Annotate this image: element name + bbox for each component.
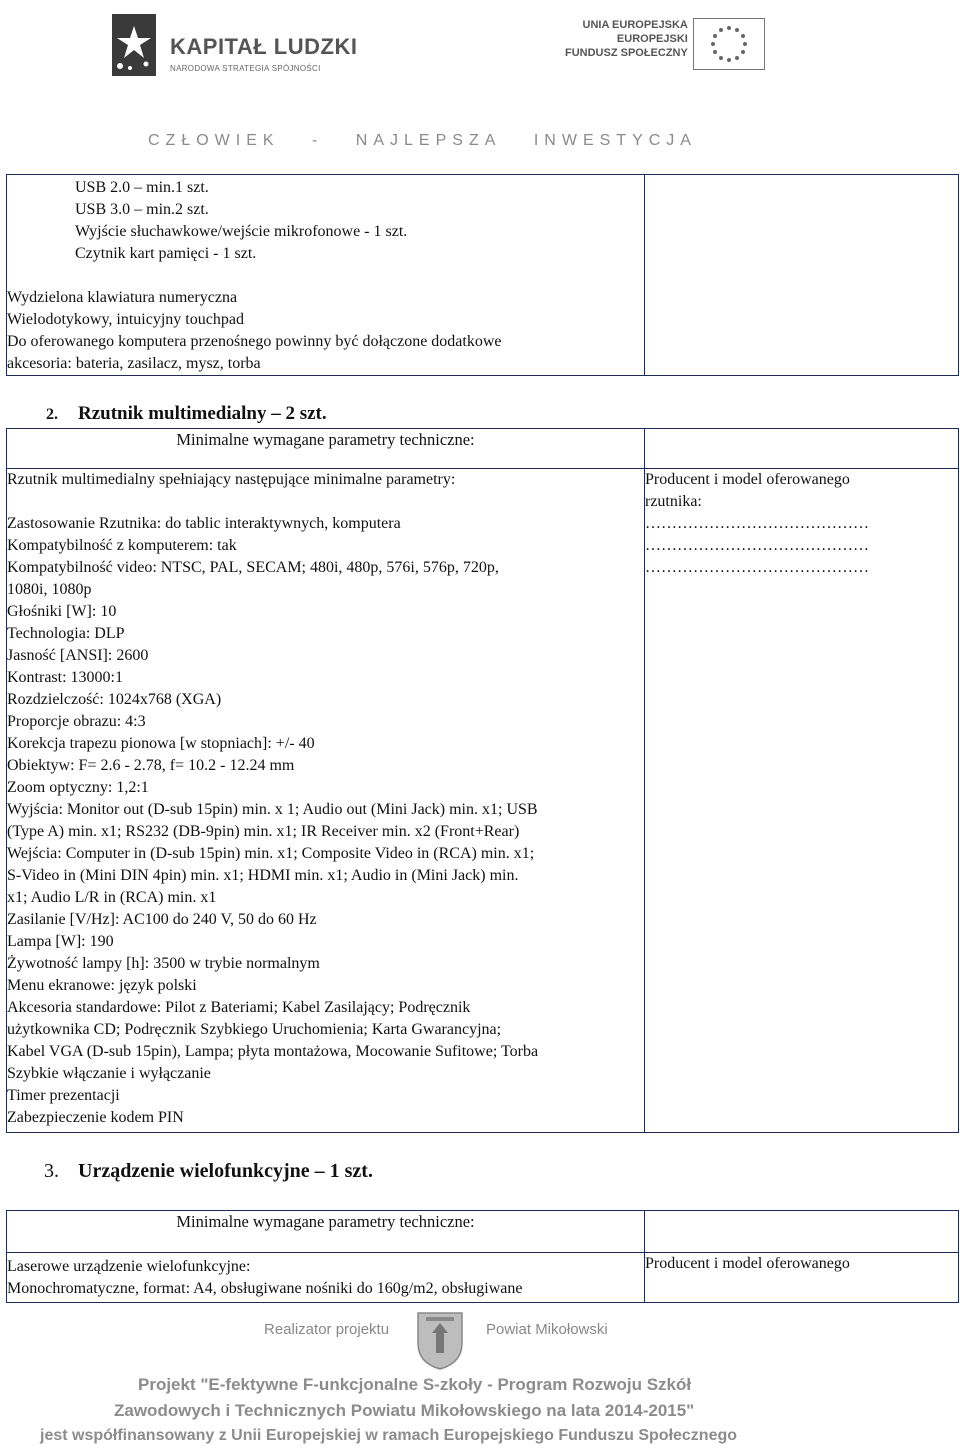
param-line: S-Video in (Mini DIN 4pin) min. x1; HDMI min. x1; Audio in (Mini Jack) min.: [7, 867, 519, 884]
param-line: Proporcje obrazu: 4:3: [7, 713, 146, 730]
eu-line-3: FUNDUSZ SPOŁECZNY: [565, 47, 688, 59]
param-line: (Type A) min. x1; RS232 (DB-9pin) min. x1; IR Receiver min. x2 (Front+Rear): [7, 823, 520, 840]
page-header: [0, 0, 960, 165]
realizator-label: Realizator projektu: [264, 1321, 390, 1338]
eu-line-1: UNIA EUROPEJSKA: [582, 19, 688, 31]
param-line: Kompatybilność z komputerem: tak: [7, 537, 237, 554]
param-line: Technologia: DLP: [7, 625, 125, 642]
slogan-word-3: NAJLEPSZA: [355, 132, 502, 149]
offer-line: rzutnika:: [645, 493, 702, 510]
param-line: 1080i, 1080p: [7, 581, 92, 598]
projector-offer-cell: [645, 469, 959, 1133]
param-line: Szybkie włączanie i wyłączanie: [7, 1065, 211, 1082]
eu-text: [565, 18, 688, 60]
offer-dots: ……………………………………: [645, 515, 869, 532]
param-line: Kabel VGA (D-sub 15pin), Lampa; płyta montażowa, Mocowanie Sufitowe; Torba: [7, 1043, 539, 1060]
param-line: Menu ekranowe: język polski: [7, 977, 197, 994]
extra-line: Wydzielona klawiatura numeryczna: [7, 289, 238, 306]
eu-flag-icon: [693, 18, 765, 70]
offer-line: Producent i model oferowanego: [645, 1255, 850, 1272]
page-footer: [0, 1305, 960, 1450]
param-line: Rozdzielczość: 1024x768 (XGA): [7, 691, 222, 708]
param-line: Jasność [ANSI]: 2600: [7, 647, 149, 664]
section-2-number: 2.: [46, 406, 58, 423]
projector-params-cell: [7, 469, 645, 1133]
param-line: Akcesoria standardowe: Pilot z Bateriami; Kabel Zasilający; Podręcznik: [7, 999, 471, 1016]
param-line: Wyjścia: Monitor out (D-sub 15pin) min. x 1; Audio out (Mini Jack) min. x1; USB: [7, 801, 538, 818]
port-line: Wyjście słuchawkowe/wejście mikrofonowe - 1 szt.: [75, 223, 408, 240]
param-line: Zasilanie [V/Hz]: AC100 do 240 V, 50 do 60 Hz: [7, 911, 317, 928]
param-line: Kompatybilność video: NTSC, PAL, SECAM; 480i, 480p, 576i, 576p, 720p,: [7, 559, 499, 576]
section-3-number: 3.: [44, 1160, 59, 1182]
port-line: USB 3.0 – min.2 szt.: [75, 201, 209, 218]
projector-intro: Rzutnik multimedialny spełniający następujące minimalne parametry:: [7, 471, 456, 488]
param-line: Zabezpieczenie kodem PIN: [7, 1109, 184, 1126]
section-3-title: [44, 1160, 373, 1183]
offer-dots: ……………………………………: [645, 559, 869, 576]
mfp-offer-cell: [645, 1253, 959, 1303]
projector-table-header: Minimalne wymagane parametry techniczne:: [7, 429, 645, 469]
param-line: użytkownika CD; Podręcznik Szybkiego Uruchomienia; Karta Gwarancyjna;: [7, 1021, 502, 1038]
port-line: USB 2.0 – min.1 szt.: [75, 179, 209, 196]
projector-spec-table: [6, 428, 959, 1133]
param-line: Korekcja trapezu pionowa [w stopniach]: +/- 40: [7, 735, 315, 752]
powiat-crest-icon: [414, 1309, 466, 1371]
kapital-ludzki-title: KAPITAŁ LUDZKI: [170, 34, 358, 59]
param-line: Zoom optyczny: 1,2:1: [7, 779, 149, 796]
mfp-table-header: Minimalne wymagane parametry techniczne:: [7, 1211, 645, 1253]
mfp-params-cell: [7, 1253, 645, 1303]
laptop-spec-table: [6, 174, 959, 376]
kapital-ludzki-logo: [108, 12, 358, 90]
param-line: x1; Audio L/R in (RCA) min. x1: [7, 889, 217, 906]
footer-line-2: Zawodowych i Technicznych Powiatu Mikołowskiego na lata 2014-2015": [114, 1401, 695, 1420]
param-line: Timer prezentacji: [7, 1087, 120, 1104]
section-2-label: Rzutnik multimedialny – 2 szt.: [78, 403, 327, 424]
extra-line: akcesoria: bateria, zasilacz, mysz, torba: [7, 355, 261, 372]
param-line: Monochromatyczne, format: A4, obsługiwane nośniki do 160g/m2, obsługiwane: [7, 1280, 523, 1297]
param-line: Żywotność lampy [h]: 3500 w trybie normalnym: [7, 955, 320, 972]
port-line: Czytnik kart pamięci - 1 szt.: [75, 245, 257, 262]
header-slogan: [148, 132, 719, 150]
offer-dots: ……………………………………: [645, 537, 869, 554]
slogan-word-2: -: [312, 132, 324, 149]
offer-line: Producent i model oferowanego: [645, 471, 850, 488]
eu-line-2: EUROPEJSKI: [616, 33, 688, 45]
param-line: Kontrast: 13000:1: [7, 669, 123, 686]
section-2-title: [46, 403, 327, 425]
laptop-offer-cell: [645, 175, 959, 376]
extra-line: Do oferowanego komputera przenośnego powinny być dołączone dodatkowe: [7, 333, 502, 350]
param-line: Wejścia: Computer in (D-sub 15pin) min. x1; Composite Video in (RCA) min. x1;: [7, 845, 535, 862]
slogan-word-4: INWESTYCJA: [533, 132, 697, 149]
param-line: Głośniki [W]: 10: [7, 603, 117, 620]
eu-logo: [565, 18, 795, 88]
kapital-ludzki-star-icon: [108, 12, 160, 82]
kapital-ludzki-subtitle: NARODOWA STRATEGIA SPÓJNOŚCI: [170, 64, 321, 73]
param-line: Laserowe urządzenie wielofunkcyjne:: [7, 1258, 251, 1275]
section-3-label: Urządzenie wielofunkcyjne – 1 szt.: [78, 1160, 373, 1182]
projector-header-empty: [645, 429, 959, 469]
mfp-spec-table: [6, 1210, 959, 1303]
laptop-spec-cell: [7, 175, 645, 376]
footer-line-1: Projekt "E-fektywne F-unkcjonalne S-zkoły - Program Rozwoju Szkół: [138, 1375, 692, 1394]
slogan-word-1: CZŁOWIEK: [148, 132, 280, 149]
param-line: Lampa [W]: 190: [7, 933, 114, 950]
param-line: Zastosowanie Rzutnika: do tablic interaktywnych, komputera: [7, 515, 401, 532]
mfp-header-empty: [645, 1211, 959, 1253]
powiat-label: Powiat Mikołowski: [486, 1321, 608, 1338]
footer-line-3: jest współfinansowany z Unii Europejskiej w ramach Europejskiego Funduszu Społecznego: [40, 1427, 738, 1444]
extra-line: Wielodotykowy, intuicyjny touchpad: [7, 311, 244, 328]
param-line: Obiektyw: F= 2.6 - 2.78, f= 10.2 - 12.24 mm: [7, 757, 295, 774]
